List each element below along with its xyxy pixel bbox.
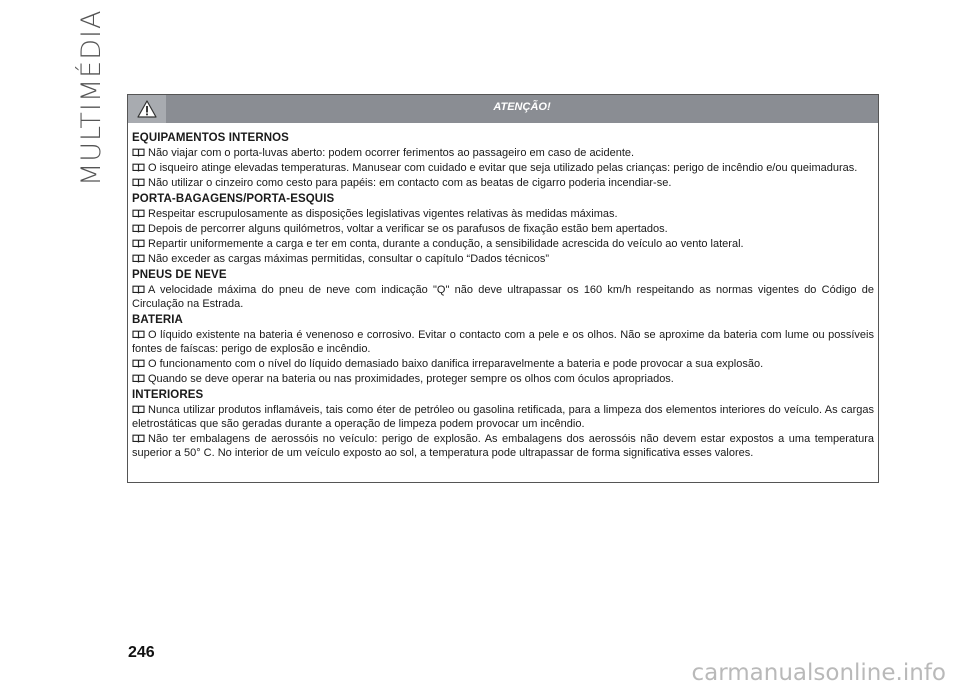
list-item-text: Depois de percorrer alguns quilómetros, voltar a verificar se os parafusos de fixação estão bem apertados. [148,223,668,235]
section-heading: PNEUS DE NEVE [132,269,227,281]
list-item-text: Não viajar com o porta-luvas aberto: podem ocorrer ferimentos ao passageiro em caso de acidente. [148,147,635,159]
section-heading: EQUIPAMENTOS INTERNOS [132,132,289,144]
section-heading: BATERIA [132,314,183,326]
list-item [132,403,874,431]
list-item [132,222,874,236]
list-item-text: O líquido existente na bateria é venenoso e corrosivo. Evitar o contacto com a pele e os olhos. Não se aproxime da bateria com lume ou possíveis fontes de faíscas: perigo de explosão e incêndio. [132,329,874,355]
list-item-text: Não ter embalagens de aerossóis no veículo: perigo de explosão. As embalagens dos aerossóis não devem estar expostos a uma temperatura superior a 50° C. No interior de um veículo exposto ao sol, a temperatura pode ultrapassar de forma significativa esses valores. [132,433,874,459]
warning-banner [128,95,878,123]
list-item [132,372,874,386]
list-item-text: O isqueiro atinge elevadas temperaturas. Manusear com cuidado e evitar que seja utilizado pelas crianças: perigo de incêndio e/ou queimaduras. [148,162,858,174]
list-item-text: Respeitar escrupulosamente as disposições legislativas vigentes relativas às medidas máximas. [148,208,618,220]
book-bullet-icon [132,373,145,382]
book-bullet-icon [132,404,145,413]
warning-box [127,94,879,483]
book-bullet-icon [132,284,145,293]
list-item-text: Não exceder as cargas máximas permitidas, consultar o capítulo “Dados técnicos” [148,253,550,265]
section-heading: PORTA-BAGAGENS/PORTA-ESQUIS [132,193,335,205]
book-bullet-icon [132,358,145,367]
book-bullet-icon [132,238,145,247]
list-item [132,357,874,371]
list-item-text: Quando se deve operar na bateria ou nas proximidades, proteger sempre os olhos com óculos apropriados. [148,373,674,385]
book-bullet-icon [132,223,145,232]
list-item-text: Repartir uniformemente a carga e ter em conta, durante a condução, a sensibilidade acrescida do veículo ao vento lateral. [148,238,744,250]
warning-content [128,123,878,460]
list-item [132,432,874,460]
list-item-text: A velocidade máxima do pneu de neve com indicação "Q" não deve ultrapassar os 160 km/h respeitando as normas vigentes do Código de Circulação na Estrada. [132,284,874,310]
book-bullet-icon [132,177,145,186]
book-bullet-icon [132,433,145,442]
book-bullet-icon [132,208,145,217]
list-item [132,176,874,190]
list-item [132,252,874,266]
warning-banner-title: ATENÇÃO! [493,101,551,113]
list-item [132,283,874,311]
book-bullet-icon [132,253,145,262]
watermark: carmanualsonline.info [691,660,946,686]
book-bullet-icon [132,162,145,171]
list-item-text: Nunca utilizar produtos inflamáveis, tais como éter de petróleo ou gasolina retificada, para a limpeza dos elementos interiores do veículo. As cargas eletrostáticas que são geradas durante a operação de limpeza podem provocar um incêndio. [132,404,874,430]
page-number: 246 [128,644,155,661]
list-item [132,237,874,251]
list-item [132,161,874,175]
warning-icon-cell [128,95,166,123]
section-heading: INTERIORES [132,389,204,401]
list-item-text: O funcionamento com o nível do líquido demasiado baixo danifica irreparavelmente a bateria e pode provocar a sua explosão. [148,358,764,370]
list-item-text: Não utilizar o cinzeiro como cesto para papéis: em contacto com as beatas de cigarro poderia incendiar-se. [148,177,672,189]
chapter-side-title: MULTIMÉDIA [76,9,107,186]
book-bullet-icon [132,329,145,338]
warning-triangle-icon [137,100,157,118]
list-item [132,146,874,160]
list-item [132,328,874,356]
list-item [132,207,874,221]
book-bullet-icon [132,147,145,156]
